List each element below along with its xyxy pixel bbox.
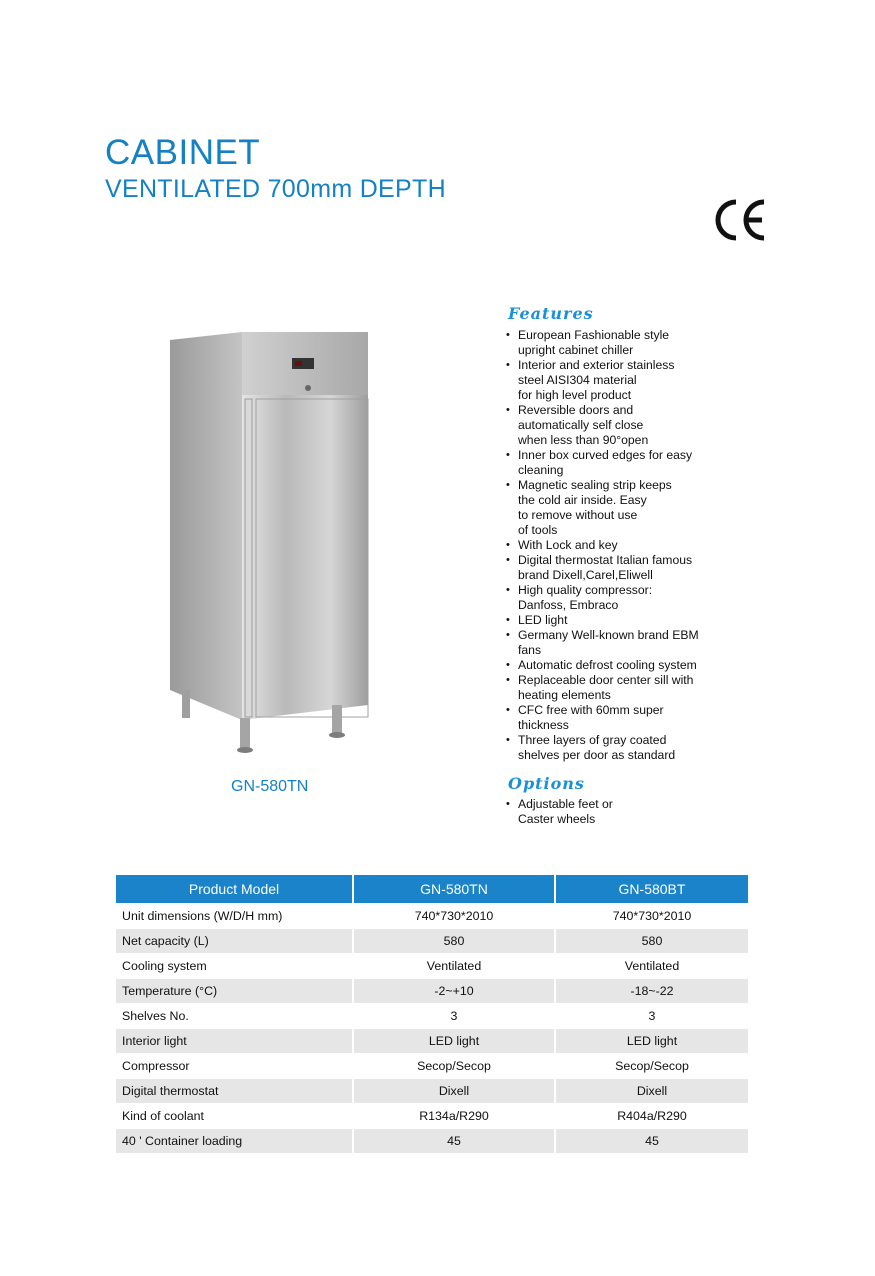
spec-label-cell: Temperature (°C) [116, 978, 352, 1003]
table-row [116, 953, 748, 978]
page-subtitle: VENTILATED 700mm DEPTH [105, 175, 446, 203]
spec-label-cell: Interior light [116, 1028, 352, 1053]
list-item-text: Caster wheels [518, 812, 596, 826]
specification-table [116, 875, 748, 1153]
list-item-text: shelves per door as standard [518, 748, 676, 762]
list-item [506, 328, 746, 358]
list-item-text: when less than 90°open [518, 433, 649, 447]
list-item [506, 448, 746, 478]
spec-value-cell: LED light [352, 1028, 554, 1053]
list-item-text: • Digital thermostat Italian famous [518, 553, 693, 567]
spec-value-cell: 45 [554, 1128, 748, 1153]
table-row [116, 1053, 748, 1078]
product-photo [160, 325, 385, 755]
list-item-text: • Reversible doors and [518, 403, 634, 417]
spec-value-cell: Dixell [554, 1078, 748, 1103]
spec-value-cell: 580 [554, 928, 748, 953]
spec-label-cell: 40 ' Container loading [116, 1128, 352, 1153]
table-row [116, 928, 748, 953]
list-item-text: • CFC free with 60mm super [518, 703, 664, 717]
list-item [506, 403, 746, 448]
list-item [506, 797, 746, 827]
list-item-text: • Inner box curved edges for easy [518, 448, 693, 462]
list-item-text: • Interior and exterior stainless [518, 358, 675, 372]
spec-value-cell: Secop/Secop [352, 1053, 554, 1078]
list-item-text: • Automatic defrost cooling system [518, 658, 697, 672]
table-header-product-model: Product Model [116, 875, 352, 903]
spec-value-cell: R134a/R290 [352, 1103, 554, 1128]
spec-value-cell: 3 [554, 1003, 748, 1028]
options-list [506, 797, 746, 827]
spec-value-cell: 3 [352, 1003, 554, 1028]
list-item-text: brand Dixell,Carel,Eliwell [518, 568, 653, 582]
list-item-text: • Germany Well-known brand EBM [518, 628, 699, 642]
list-item-text: • Magnetic sealing strip keeps [518, 478, 672, 492]
list-item-text: the cold air inside. Easy [518, 493, 647, 507]
list-item [506, 538, 746, 553]
ce-mark-icon [712, 196, 768, 244]
list-item [506, 658, 746, 673]
table-row [116, 1028, 748, 1053]
spec-value-cell: Ventilated [352, 953, 554, 978]
list-item-text: heating elements [518, 688, 611, 702]
list-item-text: cleaning [518, 463, 564, 477]
table-row [116, 1128, 748, 1153]
spec-value-cell: 580 [352, 928, 554, 953]
spec-value-cell: LED light [554, 1028, 748, 1053]
spec-label-cell: Compressor [116, 1053, 352, 1078]
list-item [506, 733, 746, 763]
list-item [506, 478, 746, 538]
spec-label-cell: Digital thermostat [116, 1078, 352, 1103]
table-row [116, 978, 748, 1003]
spec-label-cell: Cooling system [116, 953, 352, 978]
spec-value-cell: 740*730*2010 [554, 903, 748, 928]
list-item [506, 628, 746, 658]
table-row [116, 903, 748, 928]
spec-value-cell: Ventilated [554, 953, 748, 978]
list-item-text: • Adjustable feet or [518, 797, 613, 811]
features-list [506, 328, 746, 763]
table-row [116, 1078, 748, 1103]
list-item-text: steel AISI304 material [518, 373, 637, 387]
list-item-text: • Three layers of gray coated [518, 733, 667, 747]
list-item-text: • LED light [518, 613, 568, 627]
list-item [506, 703, 746, 733]
spec-value-cell: -18~-22 [554, 978, 748, 1003]
list-item-text: fans [518, 643, 542, 657]
table-header-row [116, 875, 748, 903]
table-row [116, 1003, 748, 1028]
list-item [506, 613, 746, 628]
spec-label-cell: Unit dimensions (W/D/H mm) [116, 903, 352, 928]
list-item-text: thickness [518, 718, 569, 732]
list-item-text: for high level product [518, 388, 632, 402]
list-item-text: • Replaceable door center sill with [518, 673, 694, 687]
list-item-text: automatically self close [518, 418, 644, 432]
spec-label-cell: Net capacity (L) [116, 928, 352, 953]
list-item-text: to remove without use [518, 508, 638, 522]
spec-value-cell: R404a/R290 [554, 1103, 748, 1128]
table-header-model-2: GN-580BT [554, 875, 748, 903]
list-item [506, 358, 746, 403]
spec-value-cell: Dixell [352, 1078, 554, 1103]
list-item-text: • High quality compressor: [518, 583, 653, 597]
list-item [506, 673, 746, 703]
list-item [506, 553, 746, 583]
table-header-model-1: GN-580TN [352, 875, 554, 903]
spec-label-cell: Shelves No. [116, 1003, 352, 1028]
product-model-caption: GN-580TN [231, 778, 309, 795]
spec-value-cell: 45 [352, 1128, 554, 1153]
list-item-text: • European Fashionable style [518, 328, 670, 342]
list-item-text: Danfoss, Embraco [518, 598, 619, 612]
list-item [506, 583, 746, 613]
features-heading: Features [508, 304, 594, 323]
spec-value-cell: -2~+10 [352, 978, 554, 1003]
list-item-text: upright cabinet chiller [518, 343, 634, 357]
spec-value-cell: 740*730*2010 [352, 903, 554, 928]
spec-label-cell: Kind of coolant [116, 1103, 352, 1128]
table-row [116, 1103, 748, 1128]
page-title: CABINET [105, 133, 261, 172]
options-heading: Options [508, 774, 585, 793]
list-item-text: • With Lock and key [518, 538, 618, 552]
spec-value-cell: Secop/Secop [554, 1053, 748, 1078]
list-item-text: of tools [518, 523, 558, 537]
